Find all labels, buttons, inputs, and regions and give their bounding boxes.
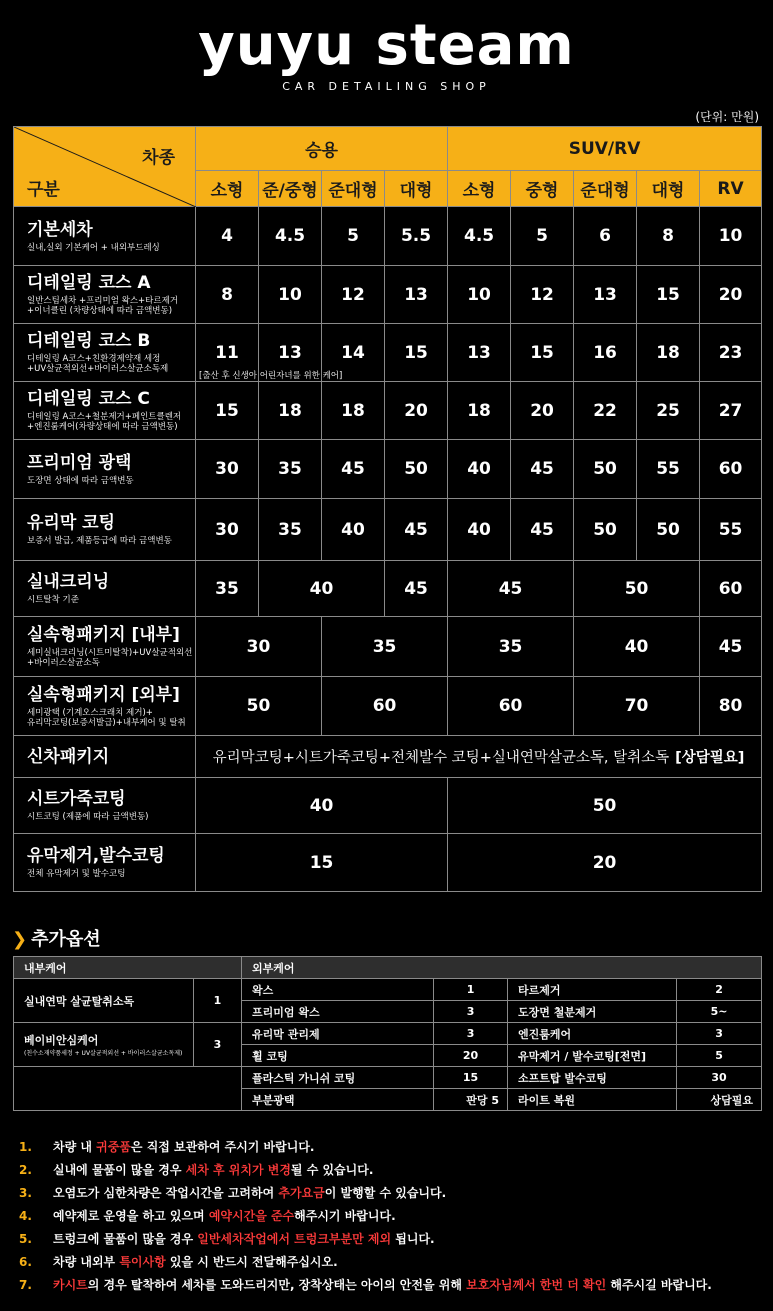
service-cell	[14, 778, 196, 834]
price-cell: 45	[448, 561, 574, 617]
price-cell: 20	[448, 834, 762, 892]
notice-highlight: 보호자님께서 한번 더 확인	[466, 1278, 607, 1292]
price-cell: 30	[196, 617, 322, 677]
notice-number: 6.	[19, 1255, 32, 1269]
price-cell: 35	[259, 440, 322, 499]
notice-item	[19, 1205, 712, 1228]
notice-number: 7.	[19, 1278, 32, 1292]
price-cell: 15	[637, 266, 700, 324]
price-table	[13, 126, 762, 892]
exterior-option-price: 3	[677, 1023, 762, 1045]
notice-number: 5.	[19, 1232, 32, 1246]
price-cell: 20	[700, 266, 762, 324]
service-desc: 전체 유막제거 및 발수코팅	[27, 869, 126, 879]
header-corner	[14, 127, 196, 207]
price-cell: 18	[637, 324, 700, 382]
notice-highlight: 귀중품	[96, 1140, 131, 1154]
table-row	[14, 617, 762, 677]
price-cell: 40	[259, 561, 385, 617]
price-cell: 18	[322, 382, 385, 440]
size-header: RV	[700, 171, 762, 207]
price-cell: 50	[574, 440, 637, 499]
price-cell: 40	[196, 778, 448, 834]
price-cell: 27	[700, 382, 762, 440]
notice-item	[19, 1136, 712, 1159]
service-cell	[14, 677, 196, 736]
table-row	[14, 324, 762, 382]
exterior-option-name: 휠 코팅	[242, 1045, 434, 1067]
price-cell: 23	[700, 324, 762, 382]
notice-item	[19, 1228, 712, 1251]
price-cell: 30	[196, 440, 259, 499]
price-cell: 35	[448, 617, 574, 677]
price-cell: 50	[196, 677, 322, 736]
service-desc: 디테일링 A코스+철분제거+페인트클렌저	[27, 412, 182, 422]
service-desc: 도장면 상태에 따라 금액변동	[27, 475, 134, 486]
interior-option-sub: (친수소재약품세정 + UV살균적외선 + 바이러스살균소독제)	[24, 1050, 183, 1057]
exterior-option-price: 3	[434, 1001, 508, 1023]
exterior-option-price: 15	[434, 1067, 508, 1089]
group-sedan: 승용	[196, 127, 448, 171]
interior-option-price: 3	[194, 1023, 242, 1067]
price-cell: 15	[511, 324, 574, 382]
price-cell: 22	[574, 382, 637, 440]
brand-tagline: CAR DETAILING SHOP	[282, 80, 491, 93]
exterior-option-price: 3	[434, 1023, 508, 1045]
service-cell	[14, 834, 196, 892]
exterior-option-price: 30	[677, 1067, 762, 1089]
price-cell: 35	[196, 561, 259, 617]
service-name: 실속형패키지 [외부]	[27, 684, 180, 705]
service-name: 기본세차	[27, 219, 93, 240]
service-desc: +UV살균적외선+바이러스살균소독제	[27, 364, 169, 374]
price-cell: 40	[448, 440, 511, 499]
service-cell	[14, 324, 196, 382]
price-cell: 20	[511, 382, 574, 440]
exterior-option-name: 도장면 철분제거	[508, 1001, 677, 1023]
table-row	[14, 834, 762, 892]
service-name: 유막제거,발수코팅	[27, 846, 165, 866]
notice-item	[19, 1251, 712, 1274]
interior-care-header: 내부케어	[14, 957, 242, 979]
service-desc: 세미실내크리닝(시트미탈착)+UV살균적외선	[27, 648, 193, 658]
service-cell	[14, 561, 196, 617]
chevron-right-icon: ❯	[12, 929, 28, 950]
service-cell	[14, 499, 196, 561]
service-cell	[14, 266, 196, 324]
notice-text: 의 경우 탈착하여 세차를 도와드리지만, 장착상태는 아이의 안전을 위해	[87, 1278, 467, 1292]
exterior-option-price: 20	[434, 1045, 508, 1067]
exterior-option-price: 5~	[677, 1001, 762, 1023]
brand-logo: yuyu steam	[198, 13, 575, 78]
price-cell: 5.5	[385, 207, 448, 266]
exterior-care-header: 외부케어	[242, 957, 762, 979]
price-cell: 50	[574, 499, 637, 561]
price-cell: 35	[259, 499, 322, 561]
table-row	[14, 561, 762, 617]
table-row	[14, 736, 762, 778]
notice-text: 됩니다.	[391, 1232, 435, 1246]
price-cell: 50	[574, 561, 700, 617]
notice-text: 해주시기 바랍니다.	[294, 1209, 396, 1223]
price-cell: 45	[385, 499, 448, 561]
exterior-option-name: 유리막 관리제	[242, 1023, 434, 1045]
service-name: 유리막 코팅	[27, 513, 116, 533]
price-cell: 50	[637, 499, 700, 561]
price-cell: 4	[196, 207, 259, 266]
service-desc: 유리막코팅(보증서발급)+내부케어 및 탈취	[27, 717, 186, 728]
col-label: 차종	[142, 148, 175, 168]
notice-text: 차량 내외부	[53, 1255, 120, 1269]
notice-text: 은 직접 보관하여 주시기 바랍니다.	[130, 1140, 315, 1154]
price-cell: 35	[322, 617, 448, 677]
price-cell: 15	[385, 324, 448, 382]
price-cell: 20	[385, 382, 448, 440]
price-cell: 8	[196, 266, 259, 324]
size-header: 준대형	[574, 171, 637, 207]
empty-cell	[14, 1067, 242, 1111]
exterior-option-price: 판당 5	[434, 1089, 508, 1111]
price-cell: 45	[700, 617, 762, 677]
price-cell: 50	[448, 778, 762, 834]
price-cell: 45	[511, 440, 574, 499]
price-cell: 40	[322, 499, 385, 561]
exterior-option-name: 프리미엄 왁스	[242, 1001, 434, 1023]
exterior-option-price: 상담필요	[677, 1089, 762, 1111]
price-cell: 13	[448, 324, 511, 382]
exterior-option-price: 5	[677, 1045, 762, 1067]
service-name: 디테일링 코스 A	[27, 273, 151, 293]
price-cell: 50	[385, 440, 448, 499]
service-cell	[14, 440, 196, 499]
notice-text: 이 발행할 수 있습니다.	[324, 1186, 447, 1200]
service-cell	[14, 617, 196, 677]
notice-highlight: 특이사항	[119, 1255, 166, 1269]
price-cell: 12	[511, 266, 574, 324]
price-cell: 45	[322, 440, 385, 499]
notice-text: 있을 시 반드시 전달해주십시오.	[165, 1255, 338, 1269]
price-cell: 45	[511, 499, 574, 561]
service-desc: 시트코팅 (제품에 따라 금액변동)	[27, 812, 149, 822]
price-cell: 60	[322, 677, 448, 736]
price-cell: 45	[385, 561, 448, 617]
options-title: ❯ 추가옵션	[12, 929, 101, 950]
service-name: 프리미엄 광택	[27, 452, 132, 473]
price-cell: 8	[637, 207, 700, 266]
price-cell: 55	[637, 440, 700, 499]
price-cell: 6	[574, 207, 637, 266]
price-cell: 14	[322, 324, 385, 382]
service-desc: 일반스팀세차 +프리미엄 왁스+타르제거	[27, 296, 179, 306]
price-cell: 40	[574, 617, 700, 677]
price-cell: 13	[574, 266, 637, 324]
table-row	[14, 677, 762, 736]
new-car-package-cell	[196, 736, 762, 778]
service-desc: +이너클린 (차량상태에 따라 금액변동)	[27, 306, 173, 316]
notice-number: 1.	[19, 1140, 32, 1154]
notice-item	[19, 1182, 712, 1205]
price-cell: 5	[511, 207, 574, 266]
interior-option-name: 실내연막 살균탈취소독	[14, 979, 194, 1023]
price-cell: 18	[259, 382, 322, 440]
service-desc: 실내,실외 기본케어 + 내외부드레싱	[27, 242, 160, 253]
price-cell: 60	[700, 561, 762, 617]
size-header: 중형	[511, 171, 574, 207]
notice-highlight: 일반세차작업에서 트렁크부분만 제외	[197, 1232, 392, 1246]
size-header: 준대형	[322, 171, 385, 207]
notice-item	[19, 1159, 712, 1182]
table-row	[14, 207, 762, 266]
interior-option-name: 베이비안심케어	[24, 1034, 99, 1047]
notice-highlight: 추가요금	[278, 1186, 325, 1200]
service-desc: +엔진룸케어(차량상태에 따라 금액변동)	[27, 422, 178, 432]
course-b-note: [출산 후 신생아 어린자녀를 위한 케어]	[199, 371, 343, 381]
service-desc: 보증서 발급, 제품등급에 따라 금액변동	[27, 536, 172, 546]
exterior-option-name: 엔진룸케어	[508, 1023, 677, 1045]
price-cell: 10	[259, 266, 322, 324]
size-header: 대형	[637, 171, 700, 207]
notice-item	[19, 1274, 712, 1297]
exterior-option-name: 왁스	[242, 979, 434, 1001]
service-name: 디테일링 코스 B	[27, 331, 151, 351]
notice-text: 해주시길 바랍니다.	[606, 1278, 712, 1292]
size-header: 소형	[196, 171, 259, 207]
price-cell: 4.5	[448, 207, 511, 266]
table-row	[14, 499, 762, 561]
price-cell: 15	[196, 834, 448, 892]
notice-text: 트렁크에 물품이 많을 경우	[53, 1232, 198, 1246]
price-cell: 60	[448, 677, 574, 736]
price-cell: 16	[574, 324, 637, 382]
row-label: 구분	[27, 180, 60, 200]
table-row	[14, 778, 762, 834]
price-cell: 15	[196, 382, 259, 440]
notice-number: 2.	[19, 1163, 32, 1177]
price-cell: 4.5	[259, 207, 322, 266]
service-name: 신차패키지	[27, 746, 110, 767]
size-header: 준/중형	[259, 171, 322, 207]
price-cell: 60	[700, 440, 762, 499]
notice-number: 3.	[19, 1186, 32, 1200]
service-name: 실속형패키지 [내부]	[27, 625, 180, 645]
price-cell: 12	[322, 266, 385, 324]
service-name: 시트가죽코팅	[27, 789, 126, 809]
service-desc: 세미광택 (기계오스크래치 제거)+	[27, 707, 153, 718]
notice-highlight: 예약시간을 준수	[208, 1209, 295, 1223]
exterior-option-name: 부분광택	[242, 1089, 434, 1111]
exterior-option-price: 2	[677, 979, 762, 1001]
price-cell: 70	[574, 677, 700, 736]
price-cell: 25	[637, 382, 700, 440]
service-cell	[14, 382, 196, 440]
consult-badge: [상담필요]	[675, 750, 745, 766]
price-cell: 10	[448, 266, 511, 324]
notice-list	[19, 1136, 712, 1297]
exterior-option-name: 유막제거 / 발수코팅[전면]	[508, 1045, 677, 1067]
service-desc: 시트탈착 기준	[27, 595, 79, 605]
service-name: 디테일링 코스 C	[27, 389, 150, 409]
price-cell: 13	[259, 324, 322, 382]
options-table	[13, 956, 762, 1111]
notice-text: 될 수 있습니다.	[290, 1163, 374, 1177]
service-cell	[14, 736, 196, 778]
new-car-package-text: 유리막코팅+시트가죽코팅+전체발수 코팅+실내연막살균소독, 탈취소독	[212, 750, 670, 766]
interior-option-price: 1	[194, 979, 242, 1023]
size-header: 대형	[385, 171, 448, 207]
notice-highlight: 세차 후 위치가 변경	[185, 1163, 291, 1177]
notice-text: 예약제로 운영을 하고 있으며	[53, 1209, 209, 1223]
group-suv: SUV/RV	[448, 127, 762, 171]
price-cell: 40	[448, 499, 511, 561]
service-cell	[14, 207, 196, 266]
exterior-option-price: 1	[434, 979, 508, 1001]
table-row	[14, 440, 762, 499]
unit-note: (단위: 만원)	[695, 110, 759, 124]
notice-number: 4.	[19, 1209, 32, 1223]
price-cell: 80	[700, 677, 762, 736]
price-cell: 10	[700, 207, 762, 266]
price-cell: 55	[700, 499, 762, 561]
notice-text: 차량 내	[53, 1140, 97, 1154]
price-cell: 13	[385, 266, 448, 324]
exterior-option-name: 라이트 복원	[508, 1089, 677, 1111]
price-cell: 5	[322, 207, 385, 266]
notice-text: 오염도가 심한차량은 작업시간을 고려하여	[53, 1186, 279, 1200]
price-cell: 30	[196, 499, 259, 561]
exterior-option-name: 소프트탑 발수코팅	[508, 1067, 677, 1089]
price-cell: 18	[448, 382, 511, 440]
size-header: 소형	[448, 171, 511, 207]
service-desc: 디테일링 A코스+친환경제약재 세정	[27, 354, 161, 364]
price-cell: 11	[196, 324, 259, 382]
notice-highlight: 카시트	[53, 1278, 88, 1292]
service-name: 실내크리닝	[27, 572, 110, 592]
exterior-option-name: 플라스틱 가니쉬 코팅	[242, 1067, 434, 1089]
table-row	[14, 266, 762, 324]
notice-text: 실내에 물품이 많을 경우	[53, 1163, 186, 1177]
interior-option-cell	[14, 1023, 194, 1067]
exterior-option-name: 타르제거	[508, 979, 677, 1001]
service-desc: +바이러스살균소독	[27, 658, 100, 668]
table-row	[14, 382, 762, 440]
